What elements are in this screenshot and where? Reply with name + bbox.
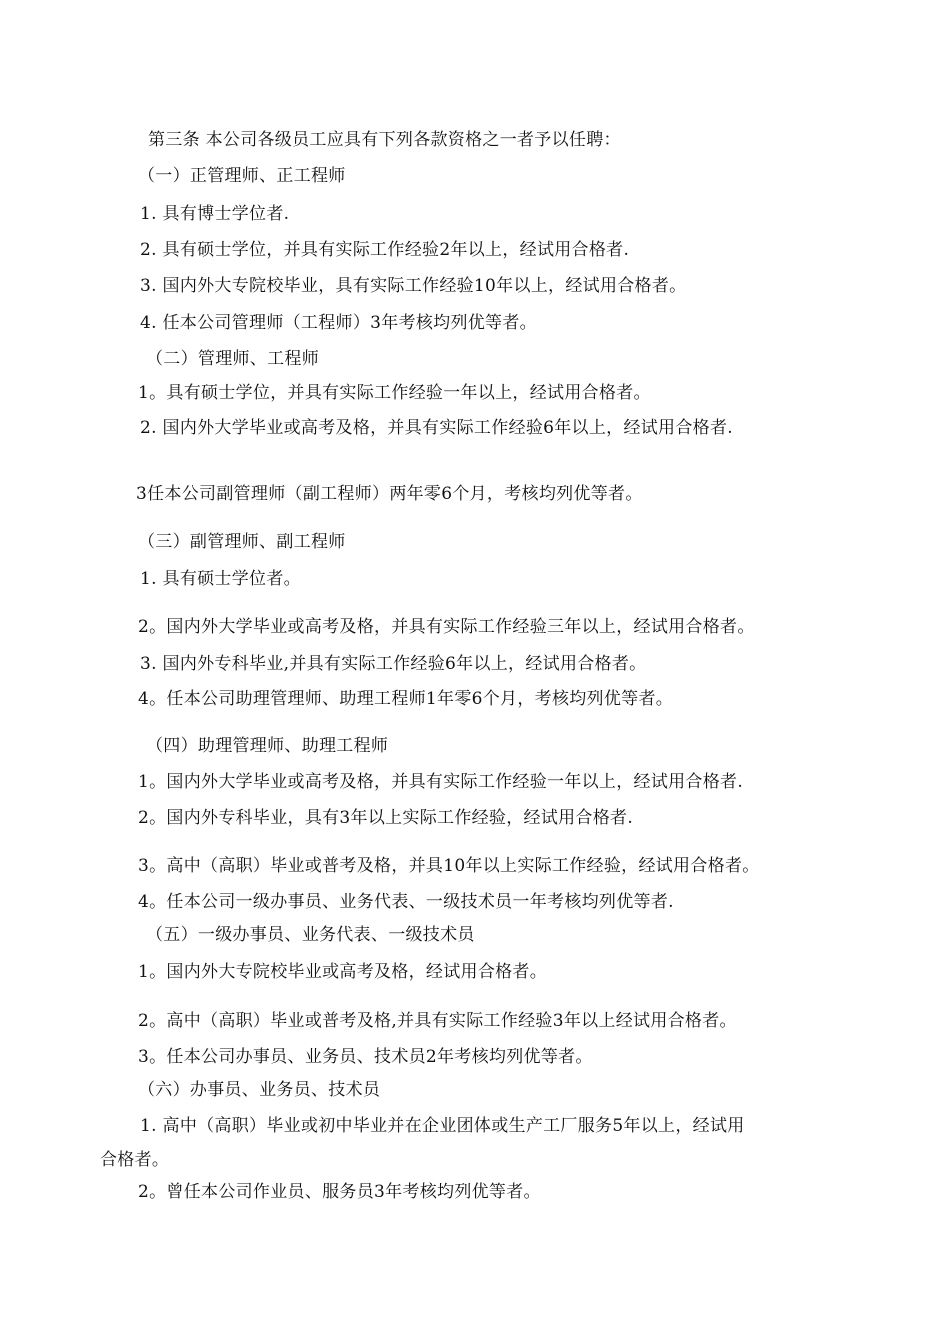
list-item: 1. 高中（高职）毕业或初中毕业并在企业团体或生产工厂服务5年以上，经试用 <box>140 1116 745 1136</box>
list-item: 3任本公司副管理师（副工程师）两年零6个月，考核均列优等者。 <box>136 484 643 504</box>
list-item: 4。任本公司助理管理师、助理工程师1年零6个月，考核均列优等者。 <box>138 689 674 709</box>
list-item: 2。曾任本公司作业员、服务员3年考核均列优等者。 <box>138 1182 541 1202</box>
list-item: 2. 具有硕士学位，并具有实际工作经验2年以上，经试用合格者. <box>140 240 630 260</box>
list-item: 1。具有硕士学位，并具有实际工作经验一年以上，经试用合格者。 <box>138 383 651 403</box>
section-heading: （一）正管理师、正工程师 <box>138 166 346 186</box>
list-item: 2。国内外专科毕业，具有3年以上实际工作经验，经试用合格者. <box>138 808 634 828</box>
list-item: 2. 国内外大学毕业或高考及格，并具有实际工作经验6年以上，经试用合格者. <box>140 418 733 438</box>
list-item: 1。国内外大学毕业或高考及格，并具有实际工作经验一年以上，经试用合格者. <box>138 772 744 792</box>
section-heading: （二）管理师、工程师 <box>146 349 319 369</box>
list-item-continuation: 合格者。 <box>100 1150 170 1170</box>
article-title: 第三条 本公司各级员工应具有下列各款资格之一者予以任聘： <box>148 130 621 150</box>
list-item: 4. 任本公司管理师（工程师）3年考核均列优等者。 <box>140 313 537 333</box>
list-item: 3。任本公司办事员、业务员、技术员2年考核均列优等者。 <box>138 1047 593 1067</box>
list-item: 3. 国内外专科毕业,并具有实际工作经验6年以上，经试用合格者。 <box>140 654 647 674</box>
list-item: 2。国内外大学毕业或高考及格，并具有实际工作经验三年以上，经试用合格者。 <box>138 617 755 637</box>
list-item: 3。高中（高职）毕业或普考及格，并具10年以上实际工作经验，经试用合格者。 <box>138 856 760 876</box>
section-heading: （四）助理管理师、助理工程师 <box>146 736 389 756</box>
list-item: 1. 具有硕士学位者。 <box>140 569 301 589</box>
list-item: 4。任本公司一级办事员、业务代表、一级技术员一年考核均列优等者. <box>138 892 674 912</box>
section-heading: （五）一级办事员、业务代表、一级技术员 <box>146 925 475 945</box>
list-item: 1。国内外大专院校毕业或高考及格，经试用合格者。 <box>138 962 548 982</box>
section-heading: （三）副管理师、副工程师 <box>138 532 346 552</box>
list-item: 1. 具有博士学位者. <box>140 204 290 224</box>
section-heading: （六）办事员、业务员、技术员 <box>138 1080 381 1100</box>
list-item: 2。高中（高职）毕业或普考及格,并具有实际工作经验3年以上经试用合格者。 <box>138 1011 737 1031</box>
list-item: 3. 国内外大专院校毕业，具有实际工作经验10年以上，经试用合格者。 <box>140 276 687 296</box>
